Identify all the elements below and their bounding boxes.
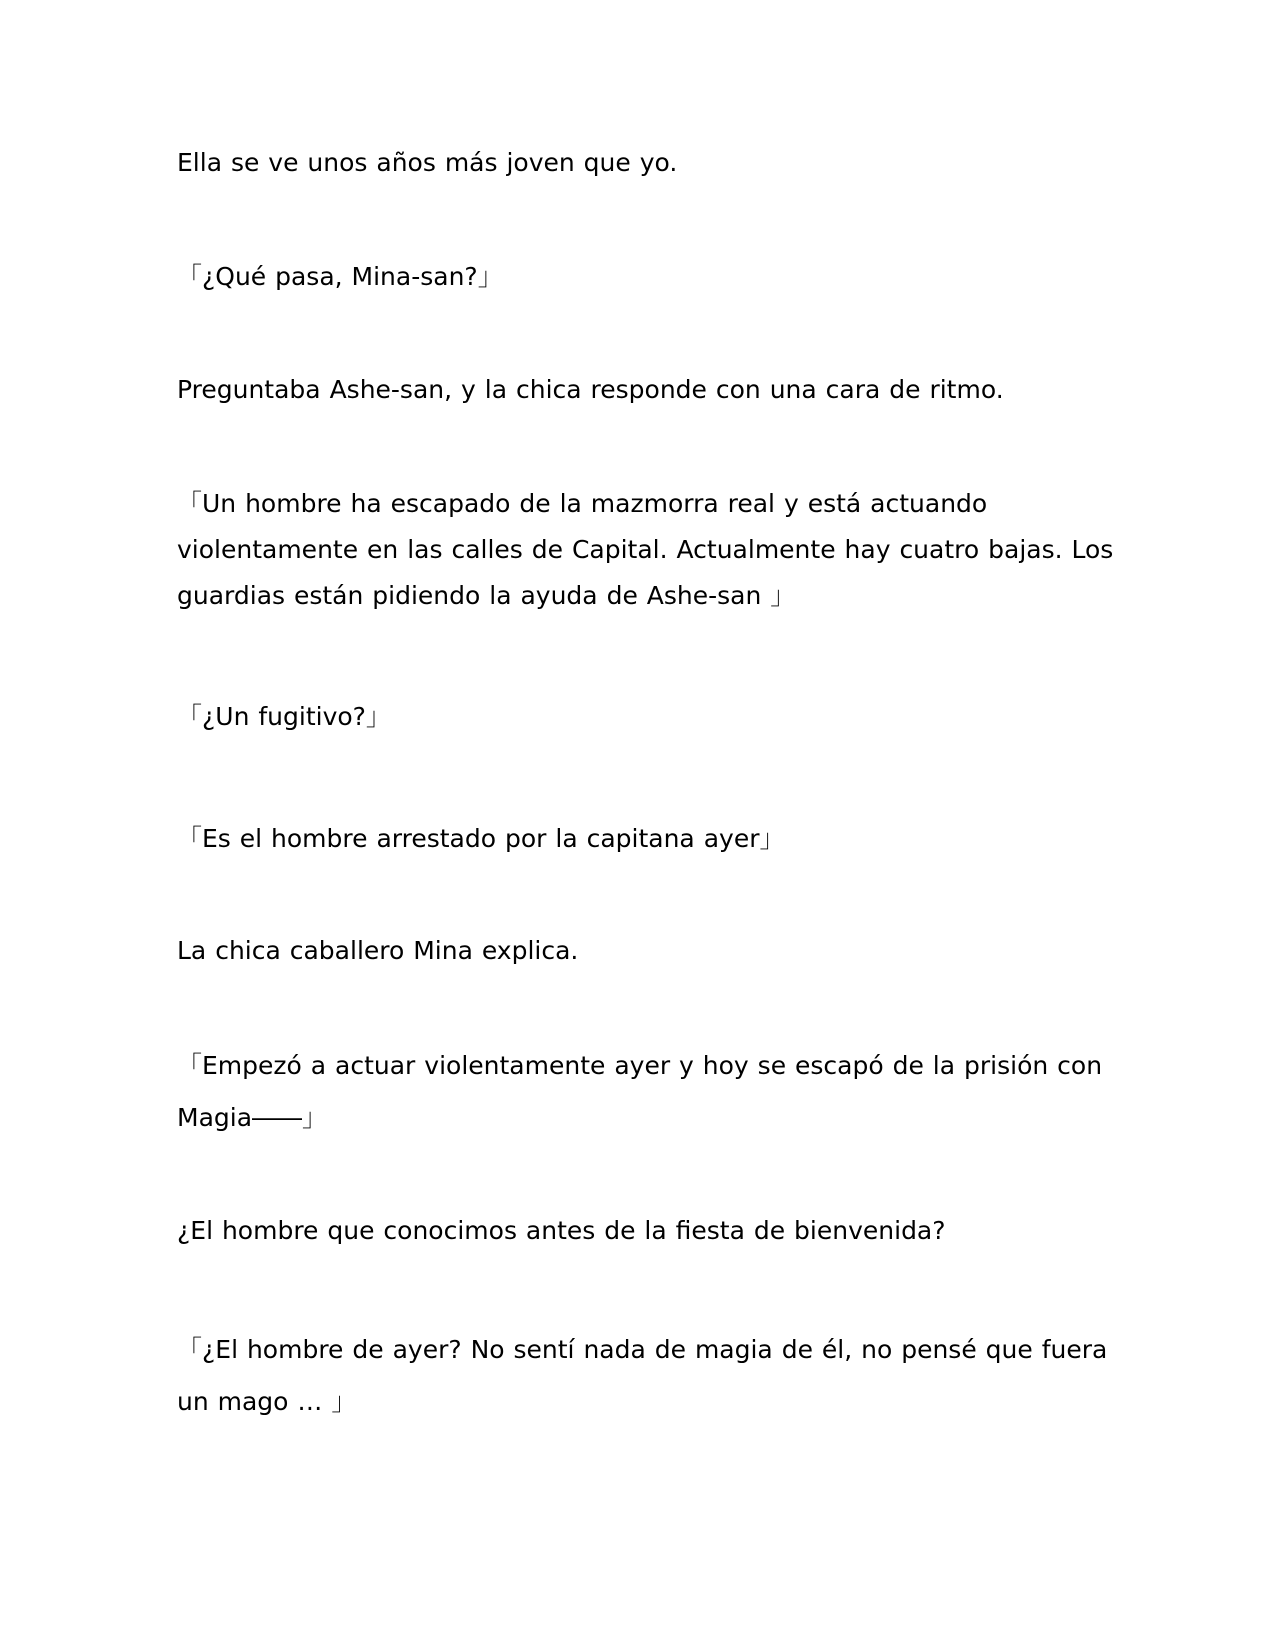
narration-paragraph: ¿El hombre que conocimos antes de la fiesta de bienvenida? [177, 1216, 946, 1245]
dialogue-paragraph: 「Un hombre ha escapado de la mazmorra real y está actuando violentamente en las calles de Capital. Actualmente hay cuatro bajas. Los guardias están pidiendo la ayuda de Ashe-san 」 [177, 489, 1114, 610]
narration-paragraph: Preguntaba Ashe-san, y la chica responde con una cara de ritmo. [177, 375, 1004, 404]
narration-paragraph: La chica caballero Mina explica. [177, 936, 579, 965]
dialogue-paragraph: 「¿Un fugitivo?」 [177, 702, 391, 731]
dialogue-paragraph: 「Es el hombre arrestado por la capitana ayer」 [177, 824, 785, 853]
dialogue-paragraph: 「Empezó a actuar violentamente ayer y hoy se escapó de la prisión con Magia――」 [177, 1051, 1103, 1132]
dialogue-paragraph: 「¿Qué pasa, Mina-san?」 [177, 262, 503, 291]
narration-paragraph: Ella se ve unos años más joven que yo. [177, 148, 678, 177]
dialogue-paragraph: 「¿El hombre de ayer? No sentí nada de magia de él, no pensé que fuera un mago … 」 [177, 1335, 1108, 1416]
